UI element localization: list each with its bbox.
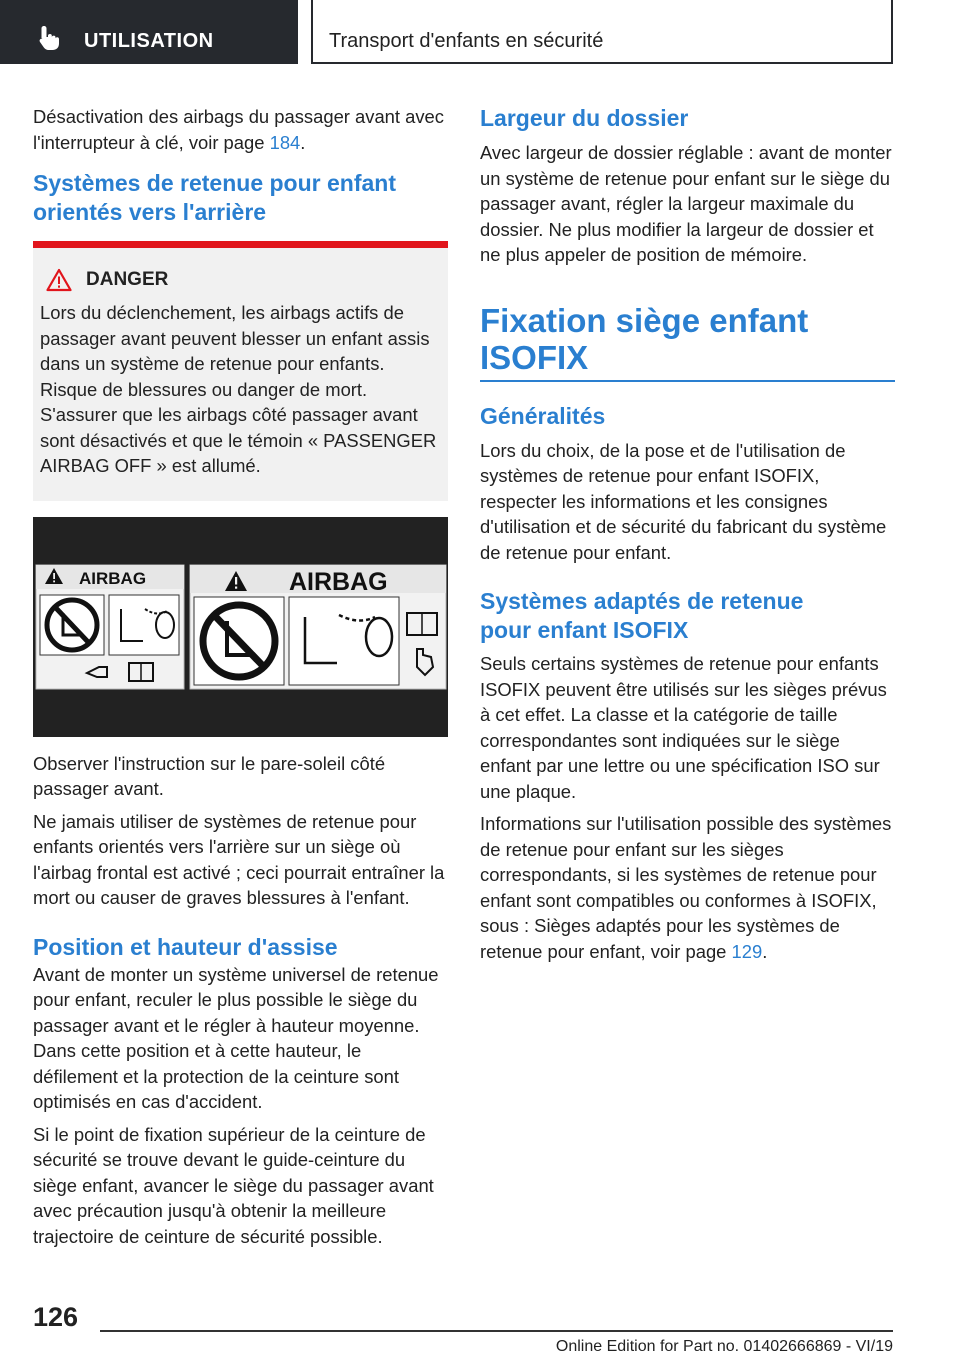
footer-rule <box>100 1330 893 1332</box>
intro-text: Désactivation des airbags du passager avant avec l'interrupteur à clé, voir page <box>33 106 444 153</box>
warning-triangle-icon <box>46 268 72 292</box>
edition-text: Online Edition for Part no. 01402666869 - VI/19 <box>555 1338 893 1355</box>
figure-label-large: AIRBAG <box>289 567 388 596</box>
danger-title: DANGER <box>86 269 169 290</box>
heading-isofix-systems-line1: Systèmes adaptés de retenue <box>480 588 804 614</box>
danger-title-row <box>40 268 440 292</box>
chapter-tab <box>311 0 893 64</box>
general-paragraph: Lors du choix, de la pose et de l'utilisation de systèmes de retenue pour enfant ISOFIX, respecter les informations et les consignes d'utilisation et de sécurité du fabricant du système de retenue pour enfant. <box>480 439 887 563</box>
danger-box <box>33 241 448 501</box>
rear-facing-warning-paragraph: Ne jamais utiliser de systèmes de retenue pour enfants orientés vers l'arrière sur un siège où l'airbag frontal est activé ; ceci pourrait entraîner la mort ou causer de graves blessures à l'enfant. <box>33 810 445 908</box>
left-column <box>33 104 448 1256</box>
chapter-title: Transport d'enfants en sécurité <box>329 30 604 52</box>
heading-isofix-systems-line2: pour enfant ISOFIX <box>480 617 689 643</box>
sun-visor-paragraph: Observer l'instruction sur le pare-soleil côté passager avant. <box>33 752 386 799</box>
airbag-label-figure <box>33 517 448 737</box>
page-header <box>0 0 960 66</box>
right-column <box>480 104 895 971</box>
seat-position-paragraph: Avant de monter un système universel de retenue pour enfant, reculer le plus possible le siège du passager avant et le régler à hauteur moyenne. Dans cette position et à cette hauteur, le défilement et la protection de la ceinture sont optimisés en cas d'accident. <box>33 963 439 1112</box>
section-tab-label: UTILISATION <box>84 30 214 52</box>
heading-seat-position: Position et hauteur d'assise <box>33 933 338 960</box>
heading-isofix-systems <box>480 587 895 645</box>
intro-end: . <box>300 131 306 153</box>
heading-isofix-line2: ISOFIX <box>480 338 589 376</box>
intro-paragraph <box>33 104 448 155</box>
page-number: 126 <box>33 1302 79 1332</box>
pointing-hand-icon <box>36 24 64 52</box>
heading-isofix-line1: Fixation siège enfant <box>480 301 809 339</box>
backrest-width-paragraph: Avec largeur de dossier réglable : avant de monter un système de retenue pour enfant sur le siège du passager avant, régler la largeur maximale du dossier. Ne plus modifier la largeur de dossier et ne plus appeler de position de mémoire. <box>480 142 892 265</box>
heading-rule <box>480 380 895 382</box>
heading-general: Généralités <box>480 402 606 429</box>
isofix-seats-paragraph: Seuls certains systèmes de retenue pour enfants ISOFIX peuvent être utilisés sur les sièges prévus à cet effet. La classe et la catégorie de taille correspondantes sont indiquées sur le siège enfant par une lettre ou une spécification ISO sur une plaque. <box>480 653 887 802</box>
page-link-184[interactable]: 184 <box>269 131 301 153</box>
belt-anchor-paragraph: Si le point de fixation supérieur de la ceinture de sécurité se trouve devant le guide-ceinture du siège enfant, avancer le siège du passager avant avec précaution jusqu'à obtenir la meilleure trajectoire de ceinture de sécurité possible. <box>33 1123 434 1247</box>
airbag-warning-labels <box>33 517 448 737</box>
heading-rear-facing-line2: orientés vers l'arrière <box>33 199 267 225</box>
isofix-info-paragraph <box>480 811 895 964</box>
section-tab <box>0 0 298 64</box>
heading-rear-facing <box>33 169 448 227</box>
isofix-info-text: Informations sur l'utilisation possible des systèmes de retenue pour enfant sur les sièges correspondants, si les systèmes de retenue pour enfant sont compatibles ou conformes à ISOFIX, sous : Sièges adaptés pour les systèmes de retenue pour enfant, voir page <box>480 813 892 962</box>
danger-text: Lors du déclenchement, les airbags actifs de passager avant peuvent blesser un enfant assis dans un système de retenue pour enfants. Risque de blessures ou danger de mort. S'assurer que les airbags côté passager avant sont désactivés et que le témoin « PASSENGER AIRBAG OFF » est allumé. <box>40 302 437 476</box>
heading-backrest-width: Largeur du dossier <box>480 105 689 131</box>
isofix-info-end: . <box>762 940 768 962</box>
heading-isofix <box>480 302 895 376</box>
heading-rear-facing-line1: Systèmes de retenue pour enfant <box>33 170 396 196</box>
page-link-129[interactable]: 129 <box>731 940 763 962</box>
figure-label-small: AIRBAG <box>79 568 147 588</box>
